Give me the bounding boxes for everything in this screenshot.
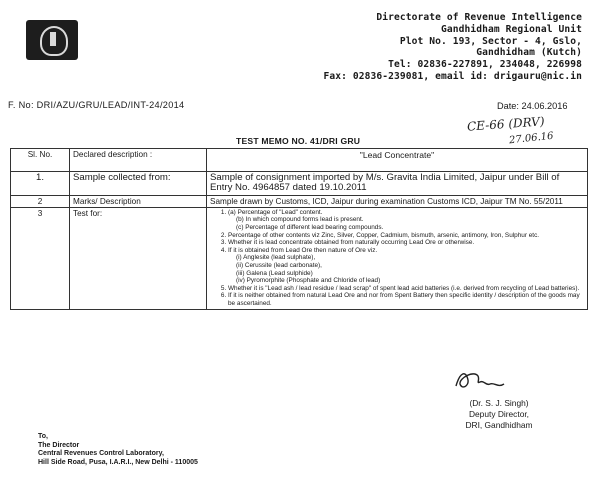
signatory-office: DRI, Gandhidham bbox=[465, 420, 533, 430]
test-item-text: If it is obtained from Lead Ore then nature of Ore viz. bbox=[228, 246, 378, 254]
letterhead-line: Fax: 02836-239081, email id: drigauru@nic.in bbox=[323, 70, 582, 82]
list-item bbox=[228, 285, 584, 293]
memo-title: TEST MEMO NO. 41/DRI GRU bbox=[236, 136, 361, 146]
sl-no-cell: 2 bbox=[11, 195, 70, 207]
test-subitem: (iii) Galena (Lead sulphide) bbox=[236, 269, 313, 277]
list-item bbox=[228, 209, 584, 232]
test-subitem: (ii) Cerussite (lead carbonate), bbox=[236, 261, 322, 269]
document-date: Date: 24.06.2016 bbox=[497, 101, 568, 111]
test-memo-table bbox=[10, 148, 588, 310]
table-header-row bbox=[11, 149, 588, 172]
test-subitem: (i) Anglesite (lead sulphate), bbox=[236, 254, 316, 262]
addressee-block bbox=[38, 433, 198, 467]
signatory-block bbox=[444, 398, 554, 431]
test-item-text: If it is neither obtained from natural Lead Ore and nor from Spent Battery then specific identity / description of the goods may be ascertained. bbox=[228, 292, 580, 307]
test-list-cell bbox=[207, 207, 588, 309]
test-item-text: (a) Percentage of "Lead" content. bbox=[228, 208, 323, 216]
row-label: Sample collected from: bbox=[70, 172, 207, 196]
test-list bbox=[210, 209, 584, 308]
letterhead-line: Plot No. 193, Sector - 4, Gslo, bbox=[399, 35, 582, 47]
row-value: Sample of consignment imported by M/s. Gravita India Limited, Jaipur under Bill of Entry No. 4964857 dated 19.10.2011 bbox=[207, 172, 588, 196]
sl-no-cell: 3 bbox=[11, 207, 70, 309]
addressee-line: The Director bbox=[38, 441, 80, 449]
addressee-line: Central Revenues Control Laboratory, bbox=[38, 450, 164, 458]
test-subitem: (c) Percentage of different lead bearing compounds. bbox=[236, 224, 384, 231]
list-item bbox=[228, 247, 584, 285]
list-item bbox=[228, 239, 584, 247]
declared-description-value: "Lead Concentrate" bbox=[207, 149, 588, 172]
addressee-line: Hill Side Road, Pusa, I.A.R.I., New Delhi - 110005 bbox=[38, 458, 198, 466]
declared-description-header: Declared description : bbox=[70, 149, 207, 172]
letterhead bbox=[323, 12, 582, 83]
government-emblem-logo bbox=[26, 20, 78, 60]
file-number: F. No: DRI/AZU/GRU/LEAD/INT-24/2014 bbox=[8, 100, 185, 110]
test-item-text: Whether it is lead concentrate obtained from naturally occurring Lead Ore or otherwise. bbox=[228, 239, 475, 247]
table-row bbox=[11, 195, 588, 207]
signatory-designation: Deputy Director, bbox=[468, 409, 530, 419]
letterhead-line: Gandhidham Regional Unit bbox=[440, 23, 582, 35]
sl-no-cell: 1. bbox=[11, 172, 70, 196]
letterhead-line: Tel: 02836-227891, 234048, 226998 bbox=[388, 59, 582, 71]
signatory-name: (Dr. S. J. Singh) bbox=[469, 398, 529, 408]
list-item bbox=[228, 232, 584, 240]
handwritten-date: 27.06.16 bbox=[508, 130, 554, 147]
test-subitem: (iv) Pyromorphite (Phosphate and Chloride of lead) bbox=[236, 277, 381, 285]
handwritten-note: CE-66 (DRV) bbox=[466, 114, 545, 134]
test-subitem: (b) In which compound forms lead is present. bbox=[236, 216, 364, 224]
sl-no-header: Sl. No. bbox=[11, 149, 70, 172]
list-item bbox=[228, 292, 584, 307]
table-row bbox=[11, 207, 588, 309]
row-label: Marks/ Description bbox=[70, 195, 207, 207]
table-row bbox=[11, 172, 588, 196]
test-item-text: Percentage of other contents viz Zinc, Silver, Copper, Cadmium, bismuth, arsenic, antimony, Iron, Sulphur etc. bbox=[228, 231, 540, 239]
row-value: Sample drawn by Customs, ICD, Jaipur during examination Customs ICD, Jaipur TM No. 55/2011 bbox=[207, 195, 588, 207]
test-item-text: Whether it is "Lead ash / lead residue / lead scrap" of spent lead acid batteries (i.e. derived from recycling of Lead batteries). bbox=[228, 284, 580, 292]
row-label: Test for: bbox=[70, 207, 207, 309]
letterhead-line: Directorate of Revenue Intelligence bbox=[376, 12, 582, 23]
letterhead-line: Gandhidham (Kutch) bbox=[476, 47, 582, 59]
signature-image bbox=[452, 366, 508, 394]
addressee-line: To, bbox=[38, 433, 48, 440]
